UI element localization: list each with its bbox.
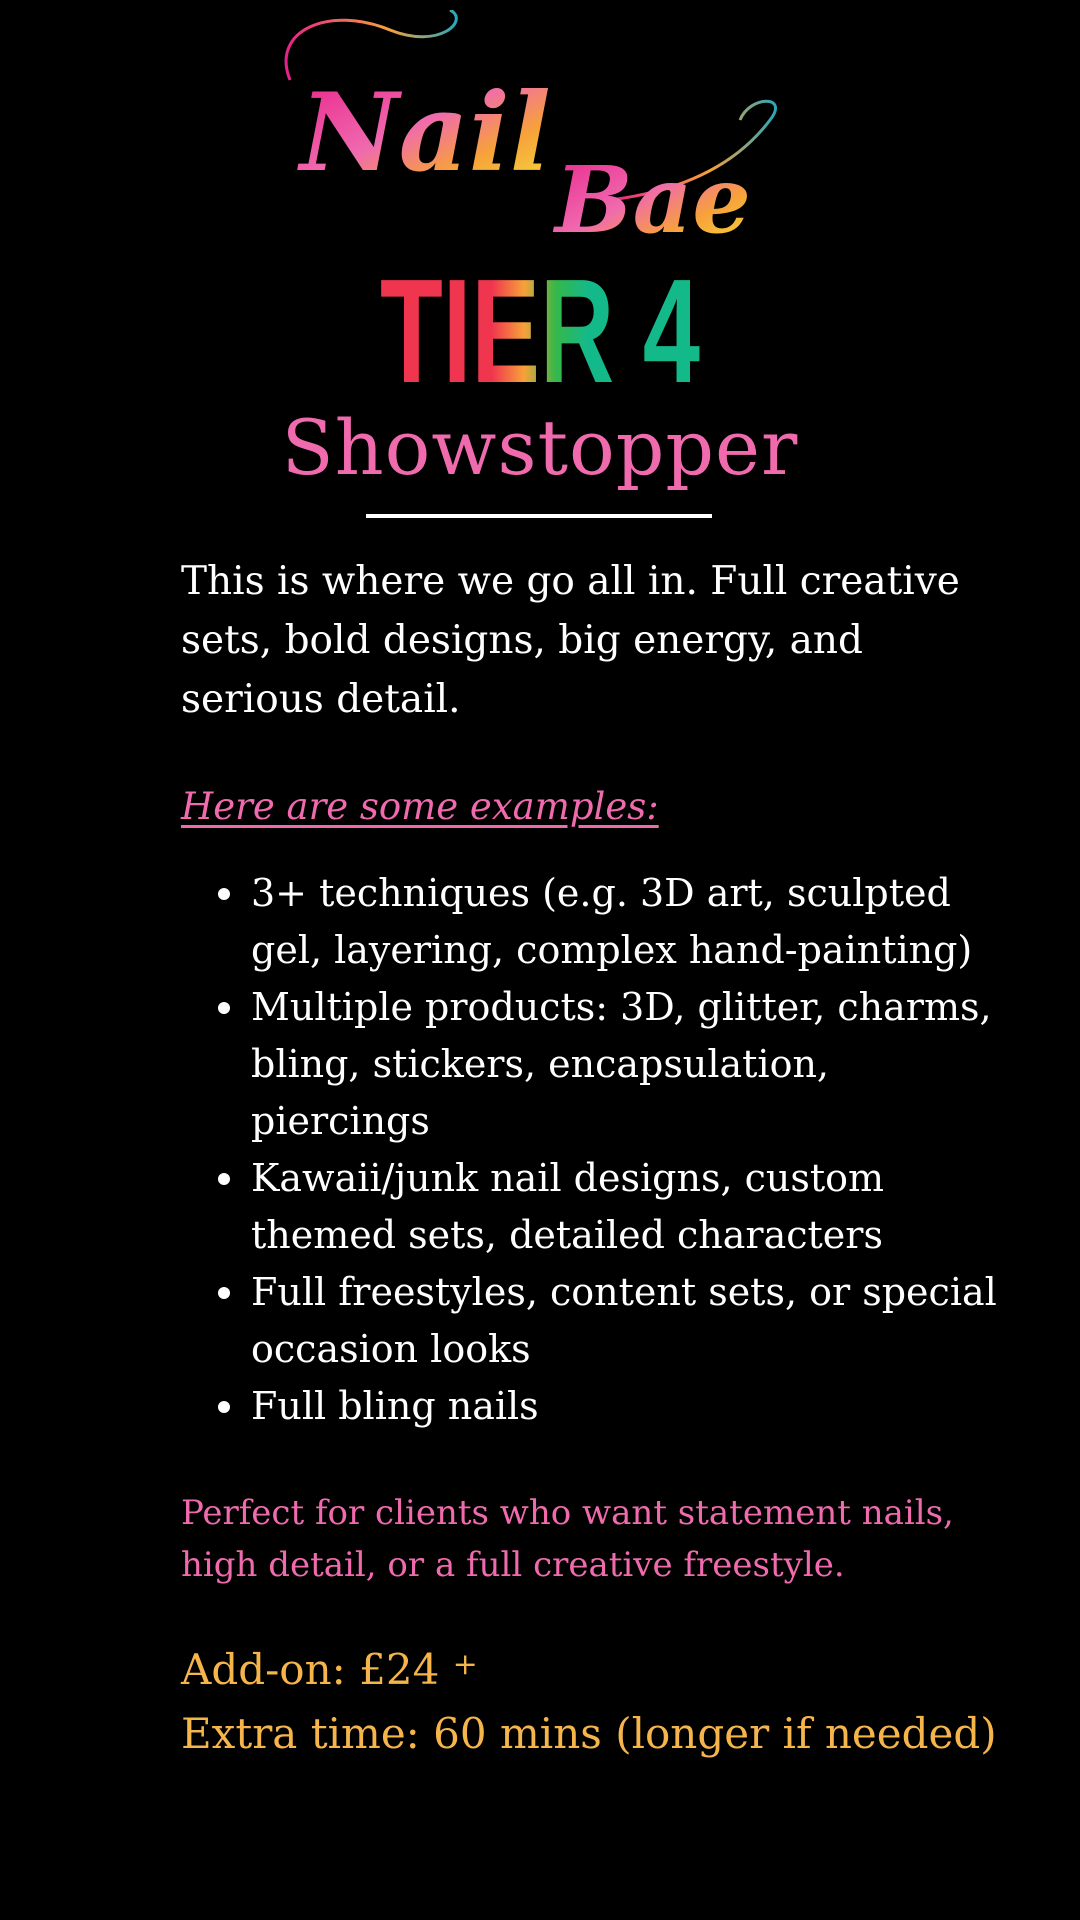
bullet-icon xyxy=(218,888,230,900)
list-item-text: Full bling nails xyxy=(251,1384,539,1428)
bullet-icon xyxy=(218,1002,230,1014)
addon-price-text: Add-on: £24 xyxy=(181,1645,440,1694)
tier-title-graphic xyxy=(0,252,1080,402)
pricing xyxy=(181,1633,1011,1766)
logo-word-bae: Bae xyxy=(555,146,751,250)
divider xyxy=(366,514,712,518)
extra-time: Extra time: 60 mins (longer if needed) xyxy=(181,1709,997,1758)
brand-logo xyxy=(270,10,810,250)
logo-word-nail: Nail xyxy=(300,70,551,196)
tier-title-text: TIER 4 xyxy=(380,252,700,402)
bullet-icon xyxy=(218,1401,230,1413)
bullet-icon xyxy=(218,1287,230,1299)
tier-name: Showstopper xyxy=(281,403,799,492)
list-item xyxy=(181,1378,1011,1435)
addon-price xyxy=(181,1633,1011,1702)
list-item-text: Multiple products: 3D, glitter, charms, bling, stickers, encapsulation, piercings xyxy=(251,985,992,1143)
tier-title xyxy=(0,252,1080,402)
list-item xyxy=(181,1150,1011,1264)
addon-price-plus: + xyxy=(452,1647,478,1682)
brand-logo-graphic xyxy=(270,10,810,250)
closing-text: Perfect for clients who want statement nails, high detail, or a full creative freestyle. xyxy=(181,1493,954,1585)
intro-text: This is where we go all in. Full creative sets, bold designs, big energy, and serious detail. xyxy=(181,559,960,722)
examples-heading: Here are some examples: xyxy=(181,785,659,828)
list-item-text: 3+ techniques (e.g. 3D art, sculpted gel, layering, complex hand-painting) xyxy=(251,871,973,972)
list-item-text: Full freestyles, content sets, or special occasion looks xyxy=(251,1270,997,1371)
tier-description xyxy=(181,552,1011,1766)
examples-list xyxy=(181,865,1011,1435)
list-item xyxy=(181,979,1011,1150)
list-item-text: Kawaii/junk nail designs, custom themed sets, detailed characters xyxy=(251,1156,885,1257)
list-item xyxy=(181,865,1011,979)
bullet-icon xyxy=(218,1173,230,1185)
list-item xyxy=(181,1264,1011,1378)
